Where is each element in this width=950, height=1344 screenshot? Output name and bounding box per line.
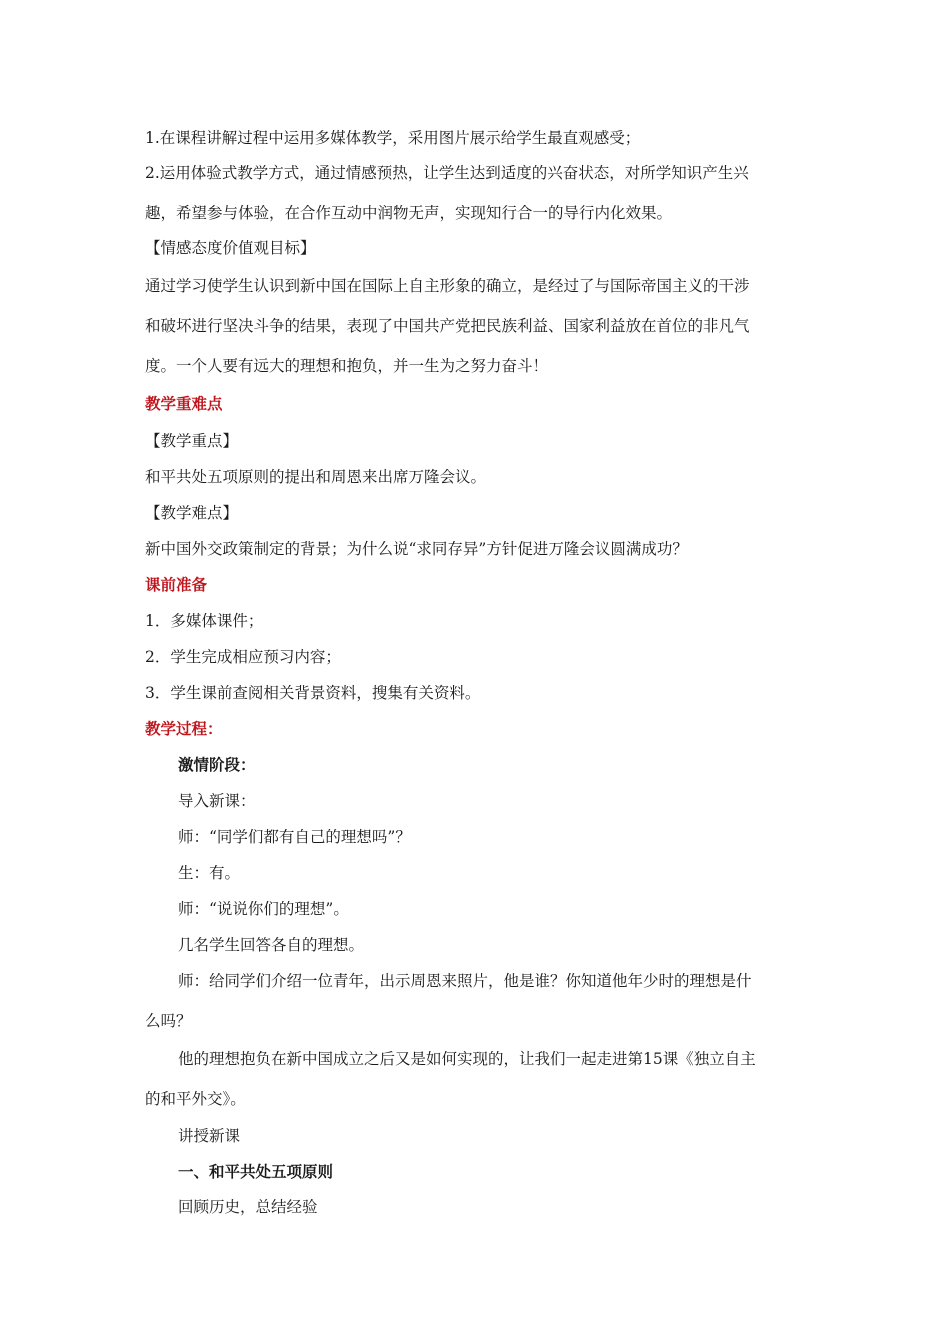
text-line: 趣，希望参与体验，在合作互动中润物无声，实现知行合一的导行内化效果。 [145, 204, 673, 222]
text-line: 师：“同学们都有自己的理想吗”？ [178, 828, 411, 846]
list-item: 2．学生完成相应预习内容； [145, 648, 341, 666]
text-line: 生：有。 [178, 864, 241, 882]
text-line: 回顾历史，总结经验 [178, 1198, 318, 1216]
text-line: 几名学生回答各自的理想。 [178, 936, 365, 954]
section-heading: 课前准备 [145, 576, 208, 594]
text-line: 度。一个人要有远大的理想和抱负，并一生为之努力奋斗！ [145, 357, 549, 375]
subsection-heading: 激情阶段： [178, 756, 256, 774]
text-line: 讲授新课 [178, 1127, 241, 1145]
text-line: 师：“说说你们的理想”。 [178, 900, 349, 918]
text-line: 新中国外交政策制定的背景；为什么说“求同存异”方针促进万隆会议圆满成功？ [145, 540, 688, 558]
text-line: 通过学习使学生认识到新中国在国际上自主形象的确立，是经过了与国际帝国主义的干涉 [145, 277, 750, 295]
text-line: 1.在课程讲解过程中运用多媒体教学，采用图片展示给学生最直观感受； [145, 129, 641, 147]
section-label: 【情感态度价值观目标】 [145, 239, 316, 257]
text-line: 和破坏进行坚决斗争的结果，表现了中国共产党把民族利益、国家利益放在首位的非凡气 [145, 317, 750, 335]
text-line: 和平共处五项原则的提出和周恩来出席万隆会议。 [145, 468, 487, 486]
text-line: 么吗？ [145, 1012, 192, 1030]
section-heading: 教学重难点 [145, 395, 223, 413]
list-item: 3．学生课前查阅相关背景资料，搜集有关资料。 [145, 684, 481, 702]
text-line: 2.运用体验式教学方式，通过情感预热，让学生达到适度的兴奋状态，对所学知识产生兴 [145, 164, 749, 182]
text-line: 的和平外交》。 [145, 1090, 246, 1108]
text-line: 导入新课： [178, 792, 256, 810]
subsection-heading: 一、和平共处五项原则 [178, 1163, 334, 1181]
section-label: 【教学重点】 [145, 432, 239, 450]
text-line: 他的理想抱负在新中国成立之后又是如何实现的，让我们一起走进第15课《独立自主 [178, 1050, 756, 1068]
section-heading: 教学过程： [145, 720, 223, 738]
text-line: 师：给同学们介绍一位青年，出示周恩来照片，他是谁？你知道他年少时的理想是什 [178, 972, 752, 990]
list-item: 1．多媒体课件； [145, 612, 264, 630]
section-label: 【教学难点】 [145, 504, 239, 522]
